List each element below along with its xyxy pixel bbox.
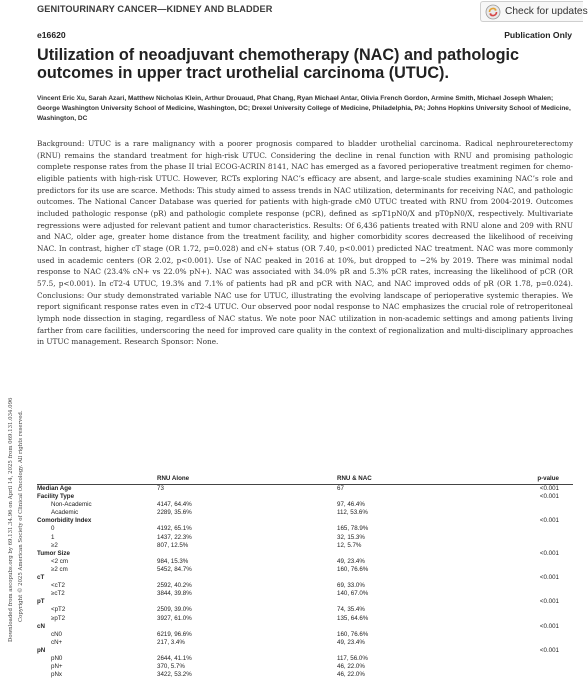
table-row: [37, 493, 573, 501]
table-cell: [277, 598, 477, 606]
table-row: [37, 485, 573, 494]
table-cell: [477, 590, 573, 598]
table-cell: [127, 493, 277, 501]
table-cell: [277, 647, 477, 655]
table-cell: [477, 542, 573, 550]
table-cell: 74, 35.4%: [277, 606, 477, 614]
table-cell: 135, 64.6%: [277, 615, 477, 623]
table-cell: Tumor Size: [37, 550, 127, 558]
table-cell: <0.001: [477, 493, 573, 501]
table-cell: 2644, 41.1%: [127, 655, 277, 663]
table-row: [37, 501, 573, 509]
table-cell: pN0: [37, 655, 127, 663]
table-row: [37, 615, 573, 623]
table-cell: [477, 639, 573, 647]
table-cell: 3927, 61.0%: [127, 615, 277, 623]
table-cell: pT: [37, 598, 127, 606]
table-cell: [127, 598, 277, 606]
author-list: Vincent Eric Xu, Sarah Azari, Matthew Nicholas Klein, Arthur Drouaud, Phat Chang, Ryan Michael Antar, Olivia French Gordon, Armine Smith, Michael Joseph Whalen; George Washington University School of Medicine, Washington, DC; Drexel University College of Medicine, Philadelphia, PA; Johns Hopkins University School of Medicine, Washington, DC: [37, 94, 572, 124]
table-cell: 807, 12.5%: [127, 542, 277, 550]
table-cell: 112, 53.6%: [277, 509, 477, 517]
table-row: [37, 671, 573, 679]
table-row: [37, 558, 573, 566]
table-row: [37, 574, 573, 582]
table-row: [37, 550, 573, 558]
table-cell: pN: [37, 647, 127, 655]
table-cell: cN0: [37, 631, 127, 639]
table-cell: 46, 22.0%: [277, 671, 477, 679]
table-cell: 73: [127, 485, 277, 494]
results-table: [37, 474, 573, 679]
table-cell: Comorbidity Index: [37, 517, 127, 525]
table-cell: 49, 23.4%: [277, 639, 477, 647]
table-row: [37, 623, 573, 631]
table-cell: pNx: [37, 671, 127, 679]
table-cell: [477, 501, 573, 509]
table-cell: <0.001: [477, 623, 573, 631]
table-cell: 3422, 53.2%: [127, 671, 277, 679]
download-notice: [1, 462, 31, 642]
table-cell: Facility Type: [37, 493, 127, 501]
table-cell: [127, 550, 277, 558]
table-cell: [477, 558, 573, 566]
table-cell: <pT2: [37, 606, 127, 614]
table-cell: <0.001: [477, 517, 573, 525]
table-cell: 1437, 22.3%: [127, 534, 277, 542]
table-cell: 370, 5.7%: [127, 663, 277, 671]
table-row: [37, 639, 573, 647]
abstract-title: Utilization of neoadjuvant chemotherapy (NAC) and pathologic outcomes in upper tract urothelial carcinoma (UTUC).: [37, 47, 572, 82]
table-cell: <2 cm: [37, 558, 127, 566]
abstract-number: e16620: [37, 30, 66, 40]
table-cell: 49, 23.4%: [277, 558, 477, 566]
abstract-body: Background: UTUC is a rare malignancy with a poorer prognosis compared to bladder urothelial carcinoma. Radical nephroureterectomy (RNU) remains the standard treatment for high-risk UTUC. Considering the decline in renal function with RNU and promising pathologic complete response rates from the phase II trial ECOG-ACRIN 8141, NAC has emerged as a favored perioperative treatment regimen for chemo-eligible patients with high-risk UTUC. However, RCTs exploring NAC’s efficacy are absent, and large-scale studies examining NAC’s role and predictors for its use are scarce. Methods: This study aimed to assess trends in NAC utilization, determinants for receiving NAC, and pathologic outcomes. The National Cancer Database was queried for patients with high-grade cM0 UTUC treated with RNU from 2004-2019. Outcomes included pathologic response (pR) and pathologic complete response (pCR), defined as ≤pT1pN0/X and pT0pN0/X, respectively. Multivariate regressions were adjusted for relevant patient and tumor characteristics. Results: Of 6,436 patients treated with RNU alone and 209 with RNU and NAC, older age, greater home distance from the treatment facility, and higher comorbidity scores decreased the likelihood of receiving NAC. In contrast, higher cT stage (OR 1.72, p=0.028) and cN+ status (OR 7.40, p<0.001) predicted NAC treatment. NAC was more commonly used in academic centers (OR 2.02, p<0.001). Use of NAC peaked in 2016 at 10%, but dropped to ~2% by 2019. There was minimal nodal response to NAC (23.4% cN+ vs 22.0% pN+). NAC was associated with 34.0% pR and 5.3% pCR rates, increasing the likelihood of pCR (OR 57.5, p<0.001). In cT2-4 UTUC, 19.3% and 7.1% of patients had pR and pCR with NAC, and NAC improved odds of pR (OR 1.78, p=0.024). Conclusions: Our study demonstrated variable NAC use for UTUC, illustrating the evolving landscape of perioperative systemic therapies. We report significant response rates even in cT2-4 UTUC. Our observed poor nodal response to NAC emphasizes the crucial role of retroperitoneal lymph node dissection in staging, regardless of NAC status. We note poor NAC utilization in non-academic settings and among patients living farther from care facilities, underscoring the need for improved care quality in the context of regionalization and multi-disciplinary approaches in UTUC management. Research Sponsor: None.: [37, 138, 573, 348]
table-cell: ≥pT2: [37, 615, 127, 623]
table-cell: <cT2: [37, 582, 127, 590]
table-row: [37, 655, 573, 663]
table-cell: 4147, 64.4%: [127, 501, 277, 509]
table-cell: [127, 517, 277, 525]
table-cell: 984, 15.3%: [127, 558, 277, 566]
table-cell: 1: [37, 534, 127, 542]
table-cell: 2592, 40.2%: [127, 582, 277, 590]
table-body: [37, 485, 573, 679]
table-cell: 5452, 84.7%: [127, 566, 277, 574]
table-header-cell: RNU & NAC: [277, 474, 477, 485]
table-cell: cN+: [37, 639, 127, 647]
table-cell: 6219, 96.6%: [127, 631, 277, 639]
table-cell: ≥2 cm: [37, 566, 127, 574]
table-cell: <0.001: [477, 574, 573, 582]
table-cell: <0.001: [477, 485, 573, 494]
table-row: [37, 582, 573, 590]
table-header-row: [37, 474, 573, 485]
table-cell: [477, 606, 573, 614]
table-cell: [127, 574, 277, 582]
download-notice-line-1: Downloaded from ascopubs.org by 69.131.34.96 on April 14, 2025 from 069.131.034.096: [8, 397, 14, 642]
table-cell: [127, 647, 277, 655]
table-cell: 67: [277, 485, 477, 494]
table-row: [37, 525, 573, 533]
table-row: [37, 534, 573, 542]
table-cell: [477, 631, 573, 639]
table-cell: 165, 78.9%: [277, 525, 477, 533]
table-cell: 2289, 35.6%: [127, 509, 277, 517]
table-cell: pN+: [37, 663, 127, 671]
table-cell: 4192, 65.1%: [127, 525, 277, 533]
table-cell: [477, 534, 573, 542]
table-cell: [477, 566, 573, 574]
section-header: GENITOURINARY CANCER—KIDNEY AND BLADDER: [37, 4, 272, 14]
table-cell: [477, 655, 573, 663]
table-cell: 117, 56.0%: [277, 655, 477, 663]
table-cell: cT: [37, 574, 127, 582]
table-row: [37, 542, 573, 550]
table-cell: 0: [37, 525, 127, 533]
table-cell: [277, 574, 477, 582]
table-cell: 160, 76.6%: [277, 631, 477, 639]
table-cell: 97, 46.4%: [277, 501, 477, 509]
table-header-cell: RNU Alone: [127, 474, 277, 485]
table-cell: [277, 517, 477, 525]
table-cell: [277, 550, 477, 558]
publication-type: Publication Only: [504, 30, 572, 40]
table-row: [37, 598, 573, 606]
table-cell: 12, 5.7%: [277, 542, 477, 550]
table-cell: [477, 671, 573, 679]
table-row: [37, 509, 573, 517]
table-header-cell: [37, 474, 127, 485]
table-cell: 140, 67.0%: [277, 590, 477, 598]
table-row: [37, 663, 573, 671]
table-cell: [127, 623, 277, 631]
table-cell: 69, 33.0%: [277, 582, 477, 590]
table-row: [37, 631, 573, 639]
refresh-circle-icon: [485, 4, 501, 20]
table-cell: [477, 615, 573, 623]
table-cell: 46, 22.0%: [277, 663, 477, 671]
table-cell: cN: [37, 623, 127, 631]
table-cell: <0.001: [477, 598, 573, 606]
table-cell: 217, 3.4%: [127, 639, 277, 647]
table-cell: 2509, 39.0%: [127, 606, 277, 614]
table-cell: ≥cT2: [37, 590, 127, 598]
table-row: [37, 566, 573, 574]
table-cell: Academic: [37, 509, 127, 517]
table-header-cell: p-value: [477, 474, 573, 485]
table-cell: ≥2: [37, 542, 127, 550]
check-for-updates-button[interactable]: [480, 1, 583, 22]
table-cell: 32, 15.3%: [277, 534, 477, 542]
table-cell: 3844, 39.8%: [127, 590, 277, 598]
table-cell: [477, 509, 573, 517]
table-cell: <0.001: [477, 550, 573, 558]
table-cell: [477, 525, 573, 533]
table-cell: [477, 663, 573, 671]
table-cell: [277, 493, 477, 501]
download-notice-line-2: Copyright © 2025 American Society of Clinical Oncology. All rights reserved.: [17, 410, 24, 622]
table-cell: 160, 76.6%: [277, 566, 477, 574]
table-cell: [277, 623, 477, 631]
table-row: [37, 647, 573, 655]
table-row: [37, 606, 573, 614]
table-cell: [477, 582, 573, 590]
table-cell: <0.001: [477, 647, 573, 655]
check-for-updates-label: Check for updates: [505, 6, 588, 17]
table-cell: Median Age: [37, 485, 127, 494]
table-row: [37, 590, 573, 598]
table-cell: Non-Academic: [37, 501, 127, 509]
table-row: [37, 517, 573, 525]
